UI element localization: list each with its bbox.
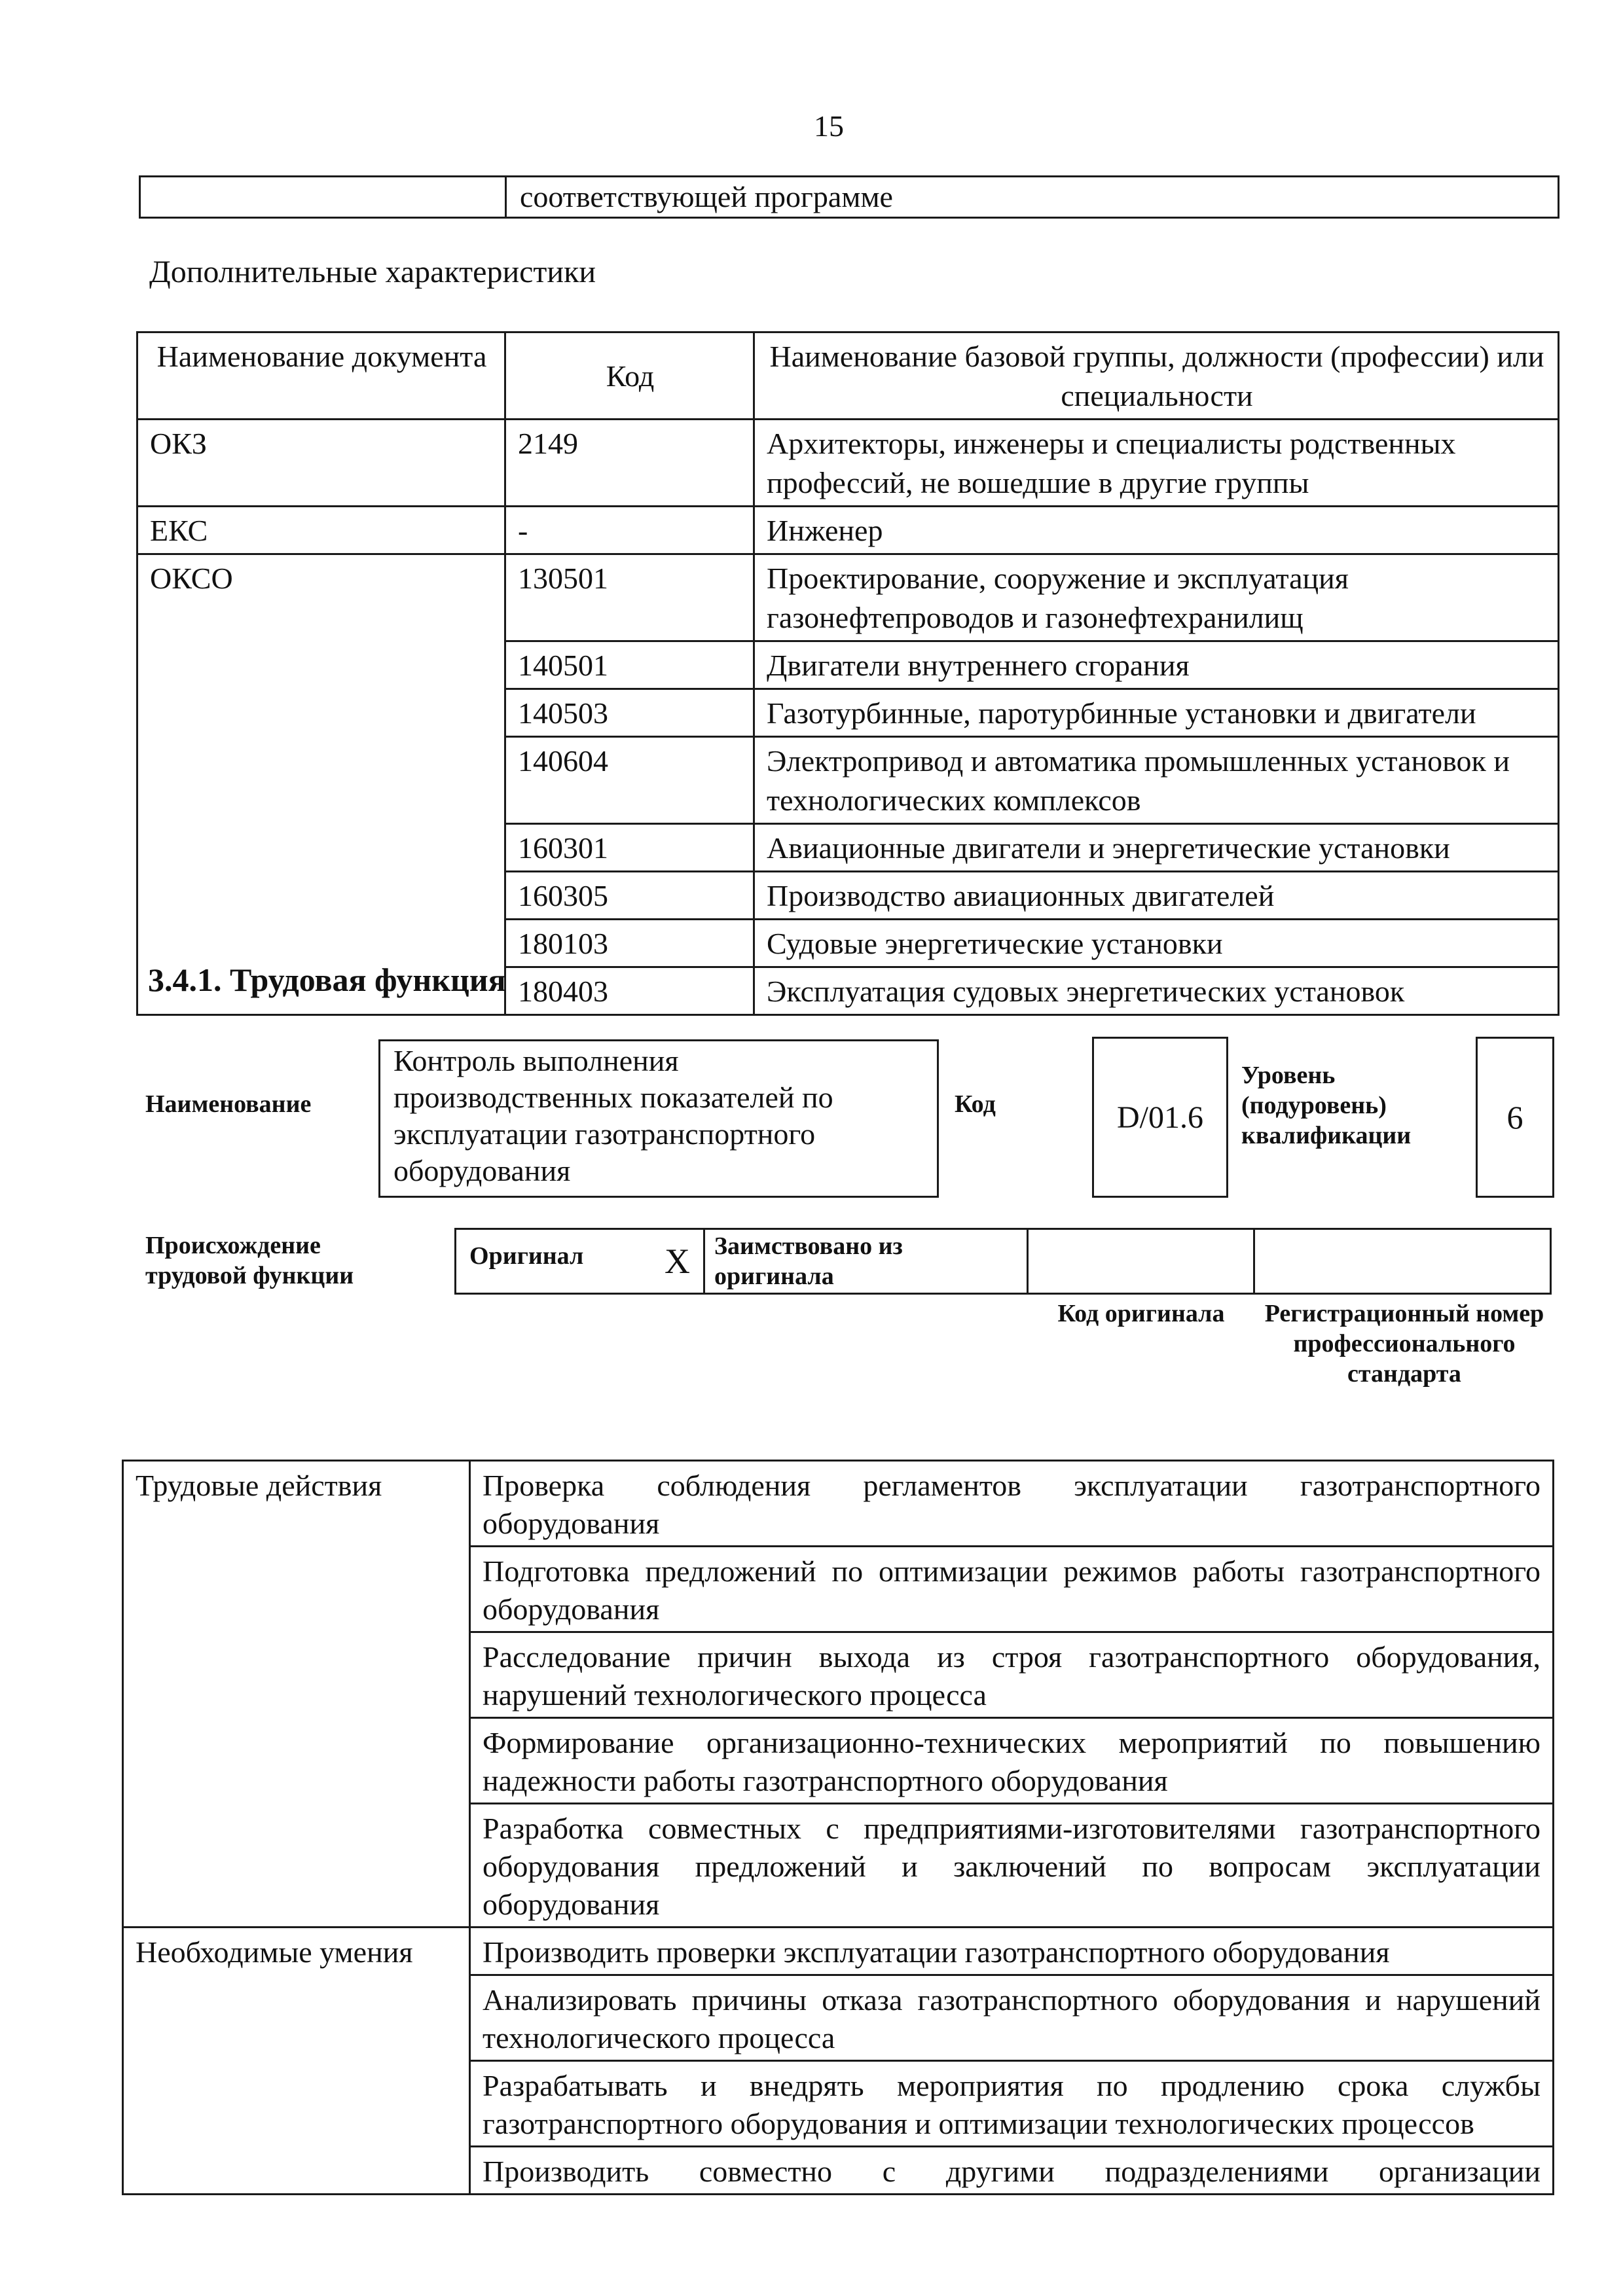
origin-original-label: Оригинал — [469, 1242, 584, 1270]
origin-code-cell — [1028, 1229, 1254, 1294]
header-document: Наименование документа — [137, 332, 505, 420]
empty-cell — [140, 177, 506, 218]
okso-code: 140501 — [505, 641, 754, 689]
skill-item: Производить проверки эксплуатации газотранспортного оборудования — [470, 1928, 1554, 1975]
continuation-table — [139, 175, 1559, 219]
okso-code: 160301 — [505, 824, 754, 872]
okso-name: Двигатели внутреннего сгорания — [754, 641, 1559, 689]
origin-table — [454, 1228, 1552, 1295]
continuation-text: соответствующей программе — [506, 177, 1559, 218]
code-eks: - — [505, 507, 754, 554]
okso-name: Электропривод и автоматика промышленных установок и технологических комплексов — [754, 737, 1559, 824]
origin-borrowed-label: Заимствовано из оригинала — [714, 1232, 903, 1290]
table-row — [137, 507, 1559, 554]
action-item: Разработка совместных с предприятиями-изготовителями газотранспортного оборудования предложений и заключений по вопросам эксплуатации оборудования — [470, 1804, 1554, 1928]
name-okz: Архитекторы, инженеры и специалисты родственных профессий, не вошедшие в другие группы — [754, 420, 1559, 507]
origin-borrowed-cell — [704, 1229, 1028, 1294]
function-name-box — [378, 1039, 939, 1198]
doc-eks: ЕКС — [137, 507, 505, 554]
skill-item: Производить совместно с другими подразделениями организации — [470, 2147, 1554, 2195]
actions-label: Трудовые действия — [123, 1461, 470, 1928]
skills-label: Необходимые умения — [123, 1928, 470, 2195]
table-header-row — [137, 332, 1559, 420]
table-row — [123, 1461, 1554, 1547]
table-row — [137, 420, 1559, 507]
okso-code: 160305 — [505, 872, 754, 920]
okso-code: 140604 — [505, 737, 754, 824]
action-item: Формирование организационно-технических мероприятий по повышению надежности работы газотранспортного оборудования — [470, 1718, 1554, 1804]
doc-okso: ОКСО — [137, 554, 505, 1015]
origin-original-cell — [456, 1229, 704, 1294]
okso-code: 180103 — [505, 920, 754, 967]
additional-characteristics-title: Дополнительные характеристики — [149, 255, 596, 289]
qualification-level-label: Уровень (подуровень) квалификации — [1241, 1062, 1412, 1149]
function-code-value: D/01.6 — [1117, 1100, 1203, 1135]
function-name-value: Контроль выполнения производственных показателей по эксплуатации газотранспортного оборудования — [393, 1044, 833, 1187]
labor-duties-table — [122, 1460, 1554, 2195]
okso-name: Проектирование, сооружение и эксплуатация газонефтепроводов и газонефтехранилищ — [754, 554, 1559, 641]
okso-code: 130501 — [505, 554, 754, 641]
origin-reg-cell — [1254, 1229, 1551, 1294]
qualification-level-box — [1476, 1037, 1554, 1198]
table-row — [456, 1229, 1551, 1294]
header-code: Код — [505, 332, 754, 420]
doc-okz: ОКЗ — [137, 420, 505, 507]
name-eks: Инженер — [754, 507, 1559, 554]
table-row — [140, 177, 1559, 218]
header-group-name: Наименование базовой группы, должности (профессии) или специальности — [754, 332, 1559, 420]
function-code-label: Код — [955, 1090, 996, 1118]
okso-name: Судовые энергетические установки — [754, 920, 1559, 967]
okso-name: Авиационные двигатели и энергетические установки — [754, 824, 1559, 872]
code-original-caption: Код оригинала — [1057, 1300, 1225, 1327]
section-title: 3.4.1. Трудовая функция — [148, 961, 506, 998]
table-row — [137, 554, 1559, 641]
okso-name: Эксплуатация судовых энергетических установок — [754, 967, 1559, 1015]
okso-name: Газотурбинные, паротурбинные установки и двигатели — [754, 689, 1559, 737]
action-item: Подготовка предложений по оптимизации режимов работы газотранспортного оборудования — [470, 1547, 1554, 1632]
function-name-label: Наименование — [145, 1090, 312, 1118]
okso-code: 180403 — [505, 967, 754, 1015]
action-item: Проверка соблюдения регламентов эксплуатации газотранспортного оборудования — [470, 1461, 1554, 1547]
skill-item: Анализировать причины отказа газотранспортного оборудования и нарушений технологического процесса — [470, 1975, 1554, 2061]
qualification-level-value: 6 — [1506, 1099, 1523, 1136]
page-number: 15 — [814, 109, 844, 143]
additional-characteristics-table — [136, 331, 1559, 1016]
origin-mark: X — [665, 1242, 690, 1281]
skill-item: Разрабатывать и внедрять мероприятия по продлению срока службы газотранспортного оборудования и оптимизации технологических процессов — [470, 2061, 1554, 2147]
okso-name: Производство авиационных двигателей — [754, 872, 1559, 920]
okso-code: 140503 — [505, 689, 754, 737]
action-item: Расследование причин выхода из строя газотранспортного оборудования, нарушений технологического процесса — [470, 1632, 1554, 1718]
function-code-box — [1092, 1037, 1228, 1198]
code-okz: 2149 — [505, 420, 754, 507]
table-row — [123, 1928, 1554, 1975]
origin-label: Происхождение трудовой функции — [145, 1232, 354, 1289]
reg-number-caption: Регистрационный номер профессионального стандарта — [1264, 1300, 1544, 1388]
